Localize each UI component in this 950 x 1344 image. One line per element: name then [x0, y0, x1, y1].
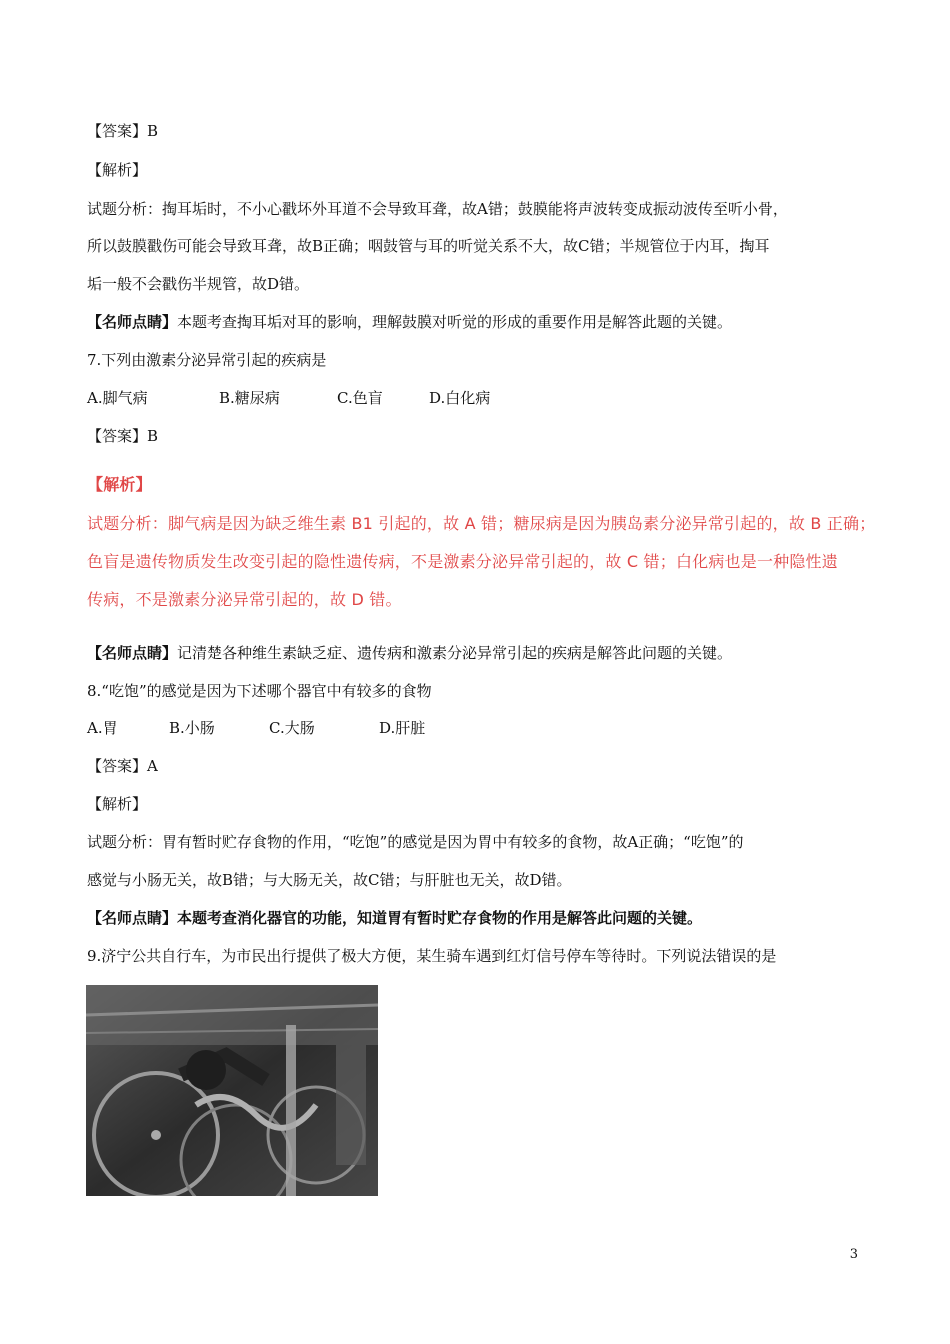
q6-tip-label: 【名师点睛】: [87, 313, 178, 331]
page-number: 3: [849, 1247, 858, 1262]
q9-stem: 9.济宁公共自行车，为市民出行提供了极大方便，某生骑车遇到红灯信号停车等待时。下列说法错误的是: [87, 947, 777, 965]
q8-option-a: A.胃: [87, 719, 118, 737]
q6-tip-text: 本题考查掏耳垢对耳的影响，理解鼓膜对听觉的形成的重要作用是解答此题的关键。: [177, 313, 733, 331]
q8-options: [87, 718, 880, 738]
q8-tip-text: 本题考查消化器官的功能，知道胃有暂时贮存食物的作用是解答此问题的关键。: [177, 909, 703, 927]
q7-answer: 【答案】B: [87, 427, 159, 445]
q7-option-b: B.糖尿病: [219, 389, 280, 407]
q7-option-c: C.色盲: [337, 389, 383, 407]
q7-tip-text: 记清楚各种维生素缺乏症、遗传病和激素分泌异常引起的疾病是解答此问题的关键。: [177, 644, 733, 662]
q7-tip-label: 【名师点睛】: [87, 644, 178, 662]
q8-analysis-heading: 【解析】: [87, 795, 148, 813]
q7-option-d: D.白化病: [429, 389, 491, 407]
q7-analysis-line: 传病，不是激素分泌异常引起的，故 D 错。: [87, 590, 402, 609]
q8-answer: 【答案】A: [87, 757, 158, 775]
q8-tip-label: 【名师点睛】: [87, 909, 178, 927]
q7-analysis-line: 色盲是遗传物质发生改变引起的隐性遗传病，不是激素分泌异常引起的，故 C 错；白化病也是一种隐性遗: [87, 552, 838, 571]
q7-option-a: A.脚气病: [87, 389, 148, 407]
q8-option-d: D.肝脏: [379, 719, 426, 737]
q8-stem: 8.“吃饱”的感觉是因为下述哪个器官中有较多的食物: [87, 682, 432, 700]
q6-analysis-heading: 【解析】: [87, 161, 148, 179]
q6-analysis-line: 试题分析：掏耳垢时，不小心戳坏外耳道不会导致耳聋，故A错；鼓膜能将声波转变成振动波传至听小骨，: [87, 200, 788, 218]
q7-analysis-heading: 【解析】: [87, 475, 152, 494]
q8-option-b: B.小肠: [169, 719, 215, 737]
q7-stem: 7.下列由激素分泌异常引起的疾病是: [87, 351, 327, 369]
bicycle-photo-graphic: [86, 985, 378, 1196]
q6-tip: [87, 312, 880, 332]
q6-analysis-line: 垢一般不会戳伤半规管，故D错。: [87, 275, 310, 293]
q7-analysis-line: 试题分析：脚气病是因为缺乏维生素 B1 引起的，故 A 错；糖尿病是因为胰岛素分泌异常引起的，故 B 正确；: [87, 514, 876, 533]
q8-option-c: C.大肠: [269, 719, 315, 737]
q8-analysis-line: 试题分析：胃有暂时贮存食物的作用，“吃饱”的感觉是因为胃中有较多的食物，故A正确；“吃饱”的: [87, 833, 744, 851]
q8-tip: [87, 908, 880, 928]
q6-answer: 【答案】B: [87, 122, 159, 140]
bicycle-photo: [86, 985, 378, 1196]
q8-analysis-line: 感觉与小肠无关，故B错；与大肠无关，故C错；与肝脏也无关，故D错。: [87, 871, 572, 889]
q7-options: [87, 388, 880, 408]
q6-analysis-line: 所以鼓膜戳伤可能会导致耳聋，故B正确；咽鼓管与耳的听觉关系不大，故C错；半规管位于内耳，掏耳: [87, 237, 770, 255]
q7-tip: [87, 643, 880, 663]
